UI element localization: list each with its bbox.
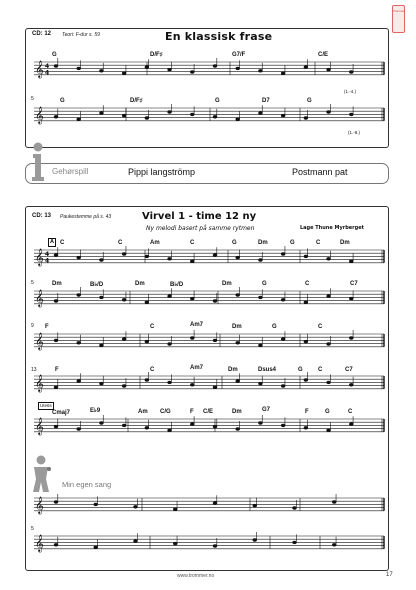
s1-ending-mark-2: (1.-8.) [348,130,361,135]
s1-ending-mark: (1.-4.) [344,89,357,94]
note-head [259,382,263,385]
note-head [259,69,263,72]
note-head [327,429,331,432]
note-head [253,504,257,507]
note-head [213,65,217,68]
note-head [54,254,58,257]
note-head [122,298,126,301]
note-head [122,114,126,117]
note-head [236,256,240,259]
s2-chord: C [316,240,321,246]
note-head [304,379,308,382]
s1-chord: D/F♯ [130,98,143,104]
note-head [100,422,104,425]
s2-chord: E♭9 [90,408,101,414]
note-head [54,386,58,389]
note-head [327,257,331,260]
s2-chord: G [272,324,277,330]
s1-chord: G [60,98,65,104]
rehearsal-mark: A [48,238,56,247]
section1-cd-label: CD: 12 [32,31,52,37]
time-sig-top: 4 [45,251,50,258]
note-head [349,423,353,426]
note-head [77,341,81,344]
s2-chord: Am7 [190,322,204,328]
s1-chord: G [307,98,312,104]
egen-sang-label: Min egen sang [62,480,112,489]
note-head [349,383,353,386]
s2-chord: Am [150,240,160,246]
note-head [236,118,240,121]
note-head [259,112,263,115]
s2-chord: Dsus4 [258,367,277,373]
s1-chord: D/F♯ [150,52,163,58]
note-head [304,117,308,120]
note-head [145,426,149,429]
s2-chord: Am7 [190,365,204,371]
ute-box: Ute6s [40,403,52,408]
s2-measure-number: 5 [31,280,34,286]
note-head [259,422,263,425]
time-sig-top: 4 [45,63,50,70]
note-head [304,255,308,258]
note-head [259,259,263,262]
s2-chord: C [60,240,65,246]
note-head [304,340,308,343]
s2-measure-number: 9 [31,323,34,329]
note-head [327,343,331,346]
note-head [94,546,98,549]
treble-clef-icon: 𝄞 [35,106,44,124]
note-head [122,385,126,388]
note-head [213,300,217,303]
note-head [293,507,297,510]
s2-chord: C7 [350,281,358,287]
note-head [349,113,353,116]
note-head [145,255,149,258]
note-head [134,540,138,543]
note-head [190,423,194,426]
s2-chord: Dm [135,281,145,287]
note-head [54,300,58,303]
note-head [173,508,177,511]
time-sig-bottom: 4 [45,69,50,77]
note-head [213,115,217,118]
note-head [213,425,217,428]
note-head [332,543,336,546]
s2-chord: F [55,367,59,373]
note-head [190,260,194,263]
note-head [213,545,217,548]
note-head [236,428,240,431]
note-head [190,337,194,340]
s2-chord: C [318,367,323,373]
s2-chord: Dm [232,409,242,415]
egen-measure-number: 5 [31,526,34,532]
s2-chord: Dm [52,281,62,287]
s2-chord: C [305,281,310,287]
note-head [281,253,285,256]
note-head [253,539,257,542]
s2-chord: Dm [340,240,350,246]
s2-chord: C7 [345,367,353,373]
note-head [190,71,194,74]
note-head [54,425,58,428]
s2-chord: G [298,367,303,373]
note-head [236,67,240,70]
treble-clef-icon: 𝄞 [35,417,44,435]
treble-clef-icon: 𝄞 [35,248,44,266]
note-head [122,338,126,341]
s2-chord: Dm [232,324,242,330]
section1-title: En klassisk frase [165,30,273,43]
note-head [213,254,217,257]
s2-chord: G7 [262,407,271,413]
note-head [100,382,104,385]
s2-chord: C [348,409,353,415]
section2-composer: Lage Thune Myrberget [300,225,364,231]
section2-title: Virvel 1 - time 12 ny [142,211,257,222]
gehorspill-item-1: Pippi langströmp [128,167,196,177]
note-head [168,295,172,298]
gehorspill-label: Gehørspill [52,167,89,176]
s1-chord: G [52,52,57,58]
treble-clef-icon: 𝄞 [35,374,44,392]
section2-ref: Paukestemme på s. 43 [60,214,112,220]
s1-chord: G7/F [232,52,246,58]
note-head [77,428,81,431]
note-head [236,380,240,383]
note-head [168,68,172,71]
gehorspill-item-2: Postmann pat [292,167,348,177]
note-head [145,301,149,304]
note-head [349,71,353,74]
note-head [304,66,308,69]
note-head [54,65,58,68]
s2-chord: C [150,324,155,330]
note-head [145,379,149,382]
s2-chord: C [150,367,155,373]
s1-chord: D7 [262,98,270,104]
s1-chord: G [215,98,220,104]
note-head [190,113,194,116]
s2-chord: G [232,240,237,246]
treble-clef-icon: 𝄞 [35,332,44,350]
page-number: 17 [386,572,393,578]
note-head [349,337,353,340]
s2-chord: G [325,409,330,415]
s2-chord: F [305,409,309,415]
note-head [236,341,240,344]
note-head [100,69,104,72]
s2-chord: C [118,240,123,246]
note-head [122,253,126,256]
s2-chord: B♭/D [170,282,184,288]
note-head [327,68,331,71]
note-head [304,301,308,304]
note-head [168,381,172,384]
note-head [281,114,285,117]
s2-measure-number: 13 [31,367,37,373]
s2-chord: Dm [222,281,232,287]
s2-chord: Dm [258,240,268,246]
note-head [168,111,172,114]
note-head [168,257,172,260]
section2-cd-label: CD: 13 [32,213,52,219]
note-head [213,502,217,505]
note-head [77,67,81,70]
s2-chord: C/E [203,409,214,415]
note-head [173,542,177,545]
footer-url: www.trommer.no [177,573,215,579]
s2-chord: C [318,324,323,330]
note-head [236,294,240,297]
note-head [54,543,58,546]
note-head [168,343,172,346]
section1-theory-ref: Teori: F-dur s. 59 [62,32,100,38]
note-head [54,339,58,342]
note-head [281,385,285,388]
treble-clef-icon: 𝄞 [35,60,44,78]
s2-chord: Dm [228,367,238,373]
note-head [281,72,285,75]
note-head [349,297,353,300]
note-head [332,501,336,504]
note-head [94,503,98,506]
note-head [213,386,217,389]
note-head [54,501,58,504]
note-head [134,505,138,508]
s2-chord: Am [138,409,148,415]
note-head [77,380,81,383]
note-head [100,344,104,347]
note-head [100,259,104,262]
note-head [77,256,81,259]
note-head [77,294,81,297]
note-head [145,66,149,69]
note-head [100,296,104,299]
s2-chord: F [190,409,194,415]
note-head [349,260,353,263]
treble-clef-icon: 𝄞 [35,289,44,307]
note-head [327,381,331,384]
s2-chord: F [45,324,49,330]
note-head [281,338,285,341]
note-head [293,541,297,544]
treble-clef-icon: 𝄞 [35,496,44,514]
note-head [190,383,194,386]
s2-chord: B♭/D [90,282,104,288]
note-head [145,340,149,343]
badge-text: Trommer [393,9,406,13]
treble-clef-icon: 𝄞 [35,534,44,552]
note-head [327,295,331,298]
s2-chord: Cmaj7 [52,410,71,416]
note-head [281,424,285,427]
s1-chord: C/E [318,52,329,58]
note-head [122,424,126,427]
s2-chord: C/G [160,409,171,415]
note-head [54,115,58,118]
note-head [145,117,149,120]
note-head [259,296,263,299]
s2-chord: C [190,240,195,246]
note-head [259,344,263,347]
note-head [304,426,308,429]
section2-subtitle: Ny melodi basert på samme rytmen [146,225,255,232]
note-head [168,429,172,432]
note-head [190,297,194,300]
time-sig-bottom: 4 [45,257,50,265]
note-head [122,72,126,75]
note-head [100,112,104,115]
s2-chord: G [290,240,295,246]
note-head [213,339,217,342]
note-head [281,298,285,301]
note-head [327,111,331,114]
s1-measure-number: 5 [31,96,34,102]
note-head [77,118,81,121]
s2-chord: G [262,281,267,287]
